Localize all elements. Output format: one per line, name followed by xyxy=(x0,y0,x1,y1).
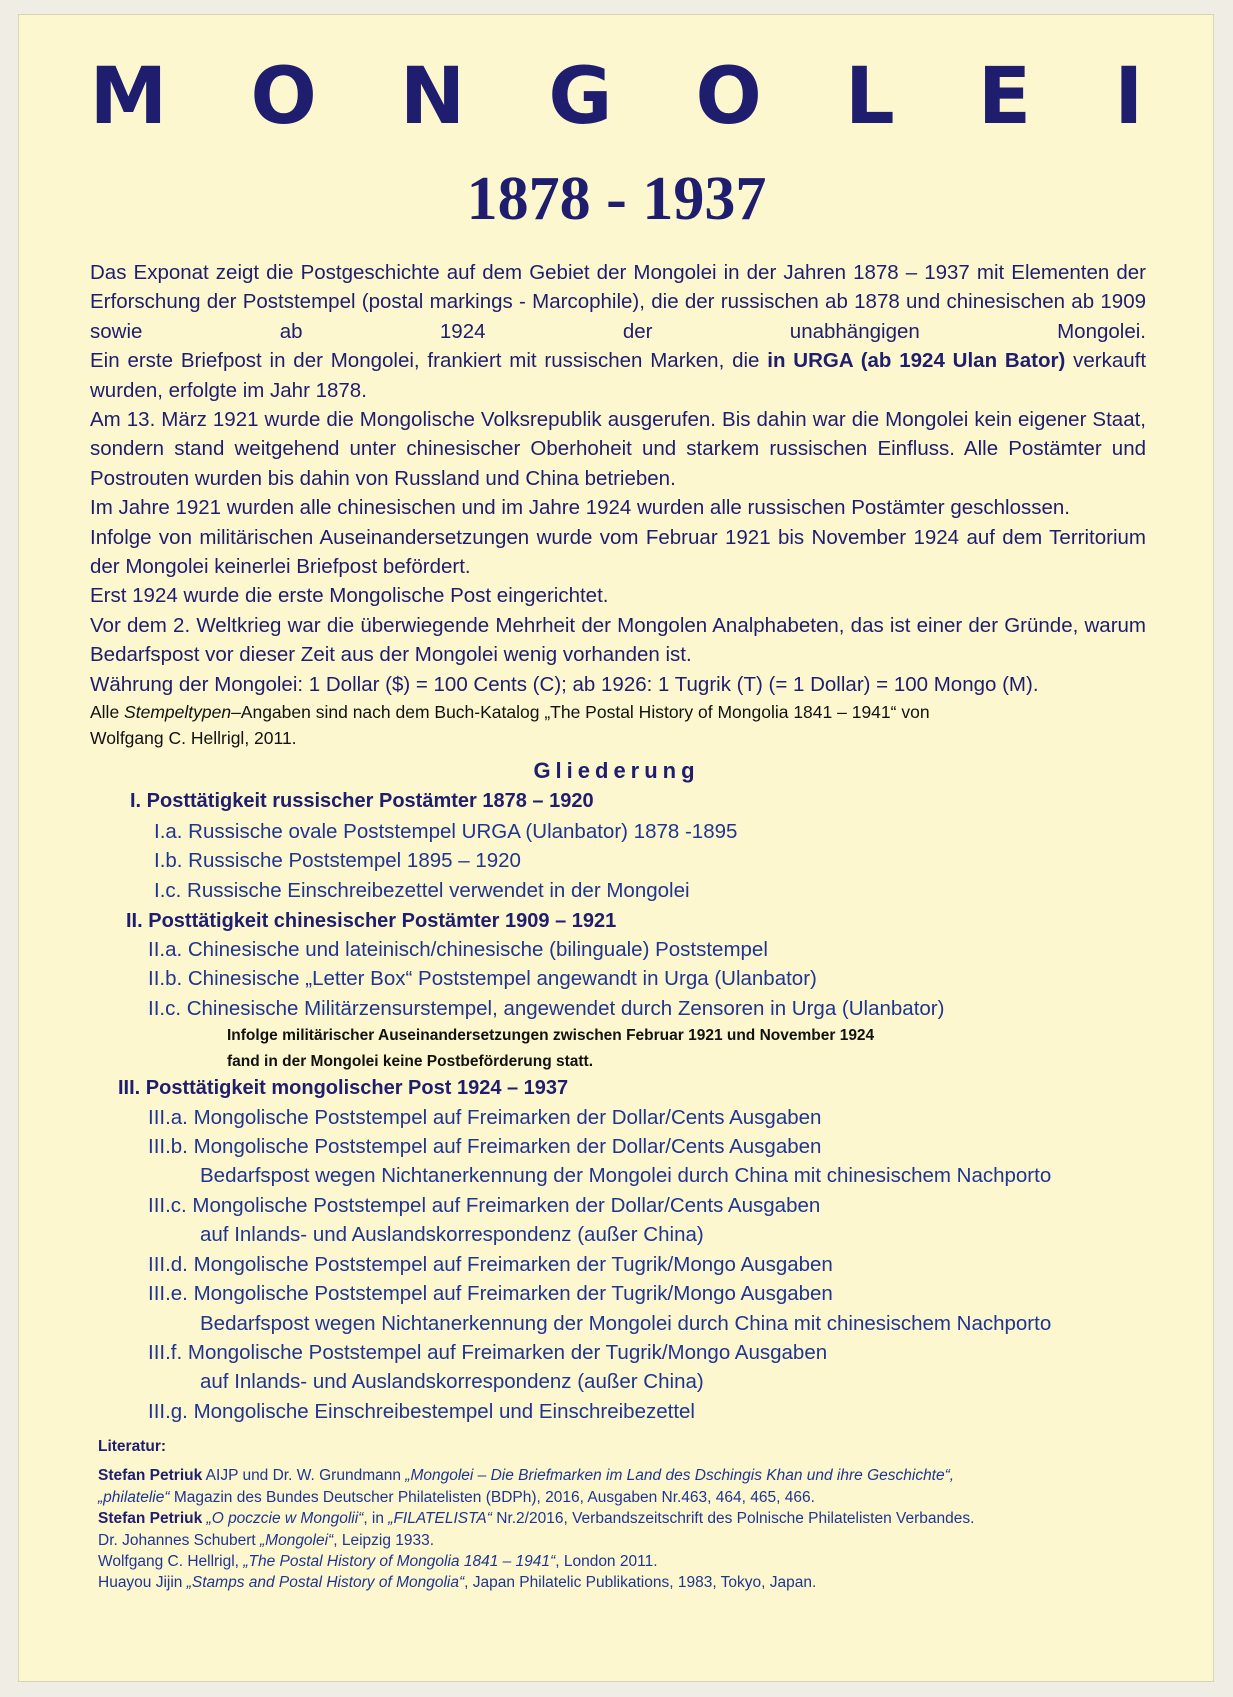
outline-item-3b: III.b. Mongolische Poststempel auf Freimarken der Dollar/Cents Ausgaben xyxy=(148,1135,822,1158)
catalog-note-italic: Stempeltypen xyxy=(124,702,232,723)
outline-item-3c-detail: auf Inlands- und Auslandskorrespondenz (außer China) xyxy=(200,1223,704,1246)
literature-title: „Mongolei – Die Briefmarken im Land des Dschingis Khan und ihre Geschichte“, xyxy=(405,1467,955,1485)
outline-item-3g: III.g. Mongolische Einschreibestempel und Einschreibezettel xyxy=(148,1400,695,1423)
literature-author: Dr. Johannes Schubert xyxy=(98,1531,260,1549)
literature-title: „Mongolei“ xyxy=(260,1531,334,1549)
outline-item-3b-detail: Bedarfspost wegen Nichtanerkennung der Mongolei durch China mit chinesischem Nachporto xyxy=(200,1164,1052,1187)
outline-item-1a: I.a. Russische ovale Poststempel URGA (Ulanbator) 1878 -1895 xyxy=(154,820,738,843)
catalog-note-author: Wolfgang C. Hellrigl, 2011. xyxy=(90,728,297,749)
intro-text-line: Am 13. März 1921 wurde die Mongolische Volksrepublik ausgerufen. Bis dahin war die Mongolei kein eigener Staat, sondern stand weitgehend unter chinesischer Oberhoheit und starkem russischen Einfluss. Alle Postämter und Postrouten wurden bis dahin von Russland und China betrieben. xyxy=(90,408,1146,490)
intro-text-line: verkauft wurden, erfolgte im Jahr 1878. xyxy=(90,349,1147,402)
literature-text: , London 2011. xyxy=(555,1553,658,1571)
literature-list xyxy=(98,1436,974,1594)
intro-text-line: Im Jahre 1921 wurden alle chinesischen und im Jahre 1924 wurden alle russischen Postämter geschlossen. xyxy=(90,496,1070,520)
outline-item-3f-detail: auf Inlands- und Auslandskorrespondenz (außer China) xyxy=(200,1370,704,1393)
outline-title: Gliederung xyxy=(533,758,700,783)
outline-item-3c: III.c. Mongolische Poststempel auf Freimarken der Dollar/Cents Ausgaben xyxy=(148,1194,821,1217)
intro-text-line: Das Exponat zeigt die Postgeschichte auf dem Gebiet der Mongolei in der Jahren 1878 – 1937 mit Elementen der Erforschung der Poststempel (postal markings - Marcophile), die der russischen ab 1878 und chinesischen ab 1909 sowie ab 1924 der unabhängigen Mongolei. xyxy=(90,261,1146,343)
page-title: M O N G O L E I xyxy=(89,52,1172,142)
outline-item-1b: I.b. Russische Poststempel 1895 – 1920 xyxy=(154,849,521,872)
intro-text-line: Infolge von militärischen Auseinandersetzungen wurde vom Februar 1921 bis November 1924 auf dem Territorium der Mongolei keinerlei Briefpost befördert. xyxy=(90,525,1146,579)
outline-item-3d: III.d. Mongolische Poststempel auf Freimarken der Tugrik/Mongo Ausgaben xyxy=(148,1253,833,1276)
outline-item-3f: III.f. Mongolische Poststempel auf Freimarken der Tugrik/Mongo Ausgaben xyxy=(148,1341,828,1364)
catalog-note-text: Alle xyxy=(90,702,125,723)
literature-author: Stefan Petriuk xyxy=(98,1510,203,1528)
literature-entry xyxy=(98,1551,974,1572)
literature-author: Stefan Petriuk xyxy=(98,1467,203,1485)
literature-title: „FILATELISTA“ xyxy=(388,1510,492,1528)
intro-paragraph xyxy=(90,670,1146,699)
outline-section-2: II. Posttätigkeit chinesischer Postämter 1909 – 1921 xyxy=(126,910,617,932)
year-range: 1878 - 1937 xyxy=(466,165,767,233)
intro-text-line: Währung der Mongolei: 1 Dollar ($) = 100 Cents (C); ab 1926: 1 Tugrik (T) (= 1 Dollar) = 100 Mongo (M). xyxy=(90,672,1039,696)
postal-gap-note-line: Infolge militärischer Auseinandersetzungen zwischen Februar 1921 und November 1924 xyxy=(227,1027,875,1044)
intro-paragraph xyxy=(90,405,1146,493)
intro-text-line: Erst 1924 wurde die erste Mongolische Post eingerichtet. xyxy=(90,584,609,608)
intro-text-line: Ein erste Briefpost in der Mongolei, frankiert mit russischen Marken, die xyxy=(90,349,768,373)
literature-text: AIJP und Dr. W. Grundmann xyxy=(202,1467,406,1485)
literature-entry xyxy=(98,1487,974,1508)
outline-item-3a: III.a. Mongolische Poststempel auf Freimarken der Dollar/Cents Ausgaben xyxy=(148,1106,822,1129)
outline-item-2b: II.b. Chinesische „Letter Box“ Poststempel angewandt in Urga (Ulanbator) xyxy=(148,967,817,990)
literature-entry xyxy=(98,1465,974,1486)
literature-title: „Stamps and Postal History of Mongolia“ xyxy=(186,1574,465,1592)
postal-gap-note-line: fand in der Mongolei keine Postbeförderung statt. xyxy=(227,1053,593,1070)
intro-text xyxy=(90,258,1146,751)
catalog-note-text: –Angaben sind nach dem Buch-Katalog „The Postal History of Mongolia 1841 – 1941“ von xyxy=(231,702,930,723)
literature-text: , Japan Philatelic Publikations, 1983, Tokyo, Japan. xyxy=(464,1574,817,1592)
outline-item-2a: II.a. Chinesische und lateinisch/chinesische (bilinguale) Poststempel xyxy=(148,938,768,961)
literature-author: Huayou Jijin xyxy=(98,1574,187,1592)
literature-text: , Leipzig 1933. xyxy=(333,1531,435,1549)
literature-entry xyxy=(98,1530,974,1551)
literature-title: „The Postal History of Mongolia 1841 – 1941“ xyxy=(243,1553,556,1571)
literature-entry xyxy=(98,1508,974,1529)
outline-section-3: III. Posttätigkeit mongolischer Post 1924 – 1937 xyxy=(118,1077,569,1099)
intro-paragraph xyxy=(90,611,1146,670)
intro-text-line: Vor dem 2. Weltkrieg war die überwiegende Mehrheit der Mongolen Analphabeten, das ist einer der Gründe, warum Bedarfspost vor dieser Zeit aus der Mongolei wenig vorhanden ist. xyxy=(90,613,1146,667)
outline-section-1: I. Posttätigkeit russischer Postämter 1878 – 1920 xyxy=(130,790,594,812)
literature-heading: Literatur: xyxy=(98,1438,167,1455)
catalog-note xyxy=(90,699,1146,751)
intro-paragraph xyxy=(90,258,1146,346)
outline-item-3e-detail: Bedarfspost wegen Nichtanerkennung der Mongolei durch China mit chinesischem Nachporto xyxy=(200,1312,1052,1335)
literature-author: Wolfgang C. Hellrigl, xyxy=(98,1553,244,1571)
literature-text: Nr.2/2016, Verbandszeitschrift des Polnische Philatelisten Verbandes. xyxy=(491,1510,975,1528)
literature-text: , in xyxy=(363,1510,389,1528)
outline-item-1c: I.c. Russische Einschreibezettel verwendet in der Mongolei xyxy=(154,879,690,902)
literature-text: Magazin des Bundes Deutscher Philatelisten (BDPh), 2016, Ausgaben Nr.463, 464, 465, 466. xyxy=(169,1488,815,1506)
urga-highlight: in URGA (ab 1924 Ulan Bator) xyxy=(767,349,1066,373)
intro-paragraph xyxy=(90,523,1146,582)
literature-title: „philatelie“ xyxy=(98,1488,170,1506)
outline-item-2c: II.c. Chinesische Militärzensurstempel, angewendet durch Zensoren in Urga (Ulanbator) xyxy=(148,997,945,1020)
intro-paragraph xyxy=(90,581,1146,610)
literature-entry xyxy=(98,1572,974,1593)
intro-paragraph xyxy=(90,493,1146,522)
intro-paragraph xyxy=(90,346,1146,405)
outline-item-3e: III.e. Mongolische Poststempel auf Freimarken der Tugrik/Mongo Ausgaben xyxy=(148,1282,833,1305)
literature-title: „O poczcie w Mongolii“ xyxy=(202,1510,364,1528)
